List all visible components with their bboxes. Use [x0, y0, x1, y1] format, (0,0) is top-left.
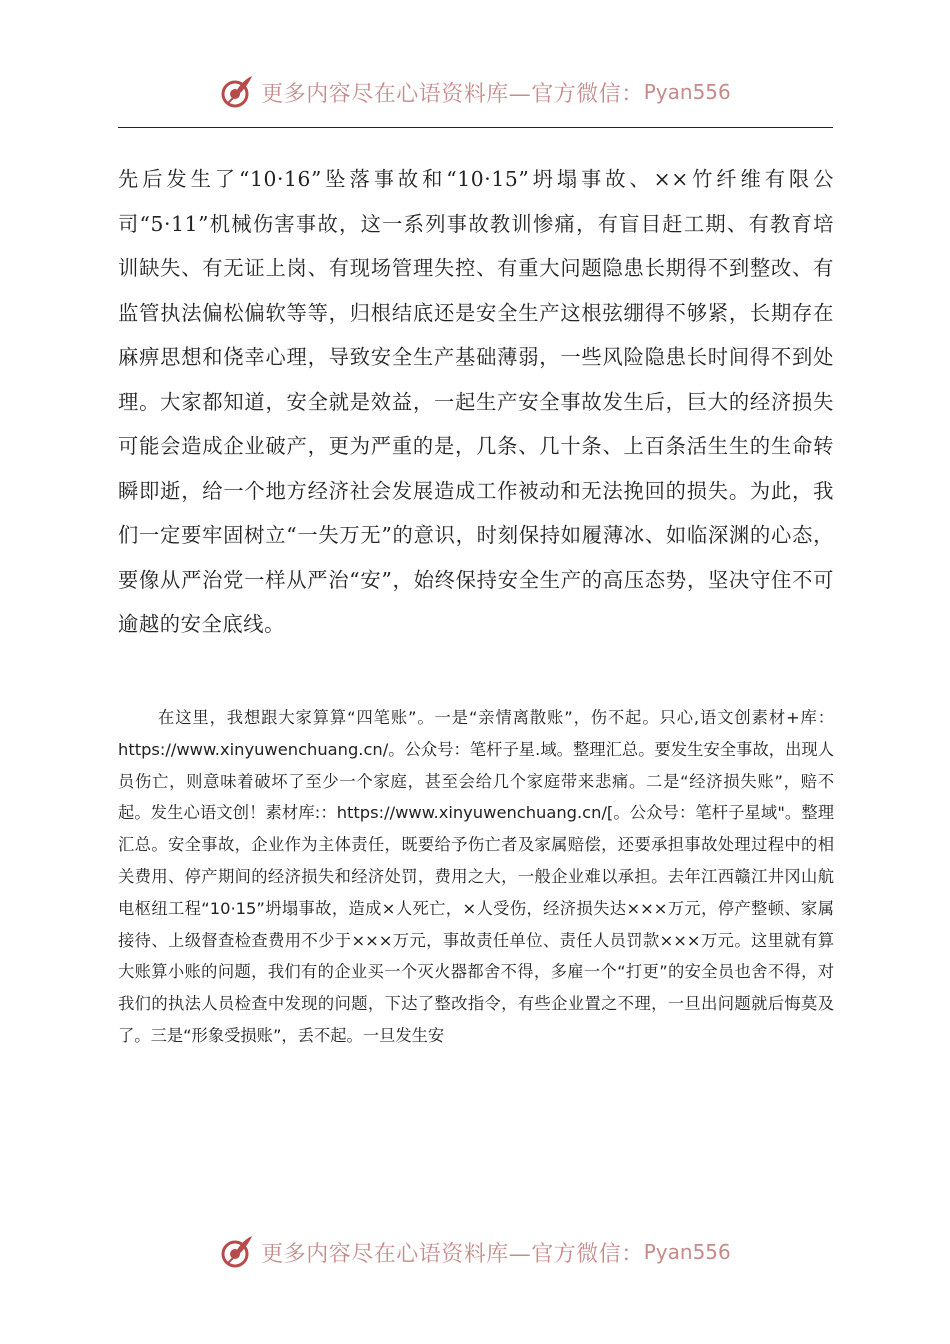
- header-divider: [118, 127, 833, 128]
- body-paragraph-2: 在这里，我想跟大家算算“四笔账”。一是“亲情离散账”，伤不起。只心,语文创素材+库：https://www.xinyuwenchuang.cn/。公众号：笔杆子星.域。整理汇总。要发生安全事故，出现人员伤亡，则意味着破坏了至少一个家庭，甚至会给几个家庭带来悲痛。二是“经济损失账”，赔不起。发生心语文创！素材库:：https://www.xinyuwenchuang.cn/[。公众号：笔杆子星域"。整理汇总。安全事故，企业作为主体责任，既要给予伤亡者及家属赔偿，还要承担事故处理过程中的相关费用、停产期间的经济损失和经济处罚，费用之大，一般企业难以承担。去年江西赣江井冈山航电枢纽工程“10·15”坍塌事故，造成×人死亡，×人受伤，经济损失达×××万元，停产整顿、家属接待、上级督查检查费用不少于×××万元，事故责任单位、责任人员罚款×××万元。这里就有算大账算小账的问题，我们有的企业买一个灭火器都舍不得，多雇一个“打更”的安全员也舍不得，对我们的执法人员检查中发现的问题，下达了整改指令，有些企业置之不理，一旦出问题就后悔莫及了。三是“形象受损账”，丢不起。一旦发生安: [118, 708, 834, 1045]
- footer-banner-wechat-id: Pyan556: [643, 1240, 731, 1264]
- body-paragraph-1: 先后发生了“10·16”坠落事故和“10·15”坍塌事故、××竹纤维有限公司“5·11”机械伤害事故，这一系列事故教训惨痛，有盲目赶工期、有教育培训缺失、有无证上岗、有现场管理失控、有重大问题隐患长期得不到整改、有监管执法偏松偏软等等，归根结底还是安全生产这根弦绷得不够紧，长期存在麻痹思想和侥幸心理，导致安全生产基础薄弱，一些风险隐患长时间得不到处理。大家都知道，安全就是效益，一起生产安全事故发生后，巨大的经济损失可能会造成企业破产，更为严重的是，几条、几十条、上百条活生生的生命转瞬即逝，给一个地方经济社会发展造成工作被动和无法挽回的损失。为此，我们一定要牢固树立“一失万无”的意识，时刻保持如履薄冰、如临深渊的心态，要像从严治党一样从严治“安”，始终保持安全生产的高压态势，坚决守住不可逾越的安全底线。: [118, 167, 834, 636]
- header-banner-text: 更多内容尽在心语资料库—官方微信：: [261, 81, 644, 107]
- header-banner-wechat-id: Pyan556: [643, 80, 731, 104]
- footer-banner: [0, 1232, 950, 1272]
- quill-logo-icon: [219, 74, 255, 110]
- quill-logo-icon: [219, 1234, 255, 1270]
- header-banner: [0, 72, 950, 112]
- footer-banner-text: 更多内容尽在心语资料库—官方微信：: [261, 1241, 644, 1267]
